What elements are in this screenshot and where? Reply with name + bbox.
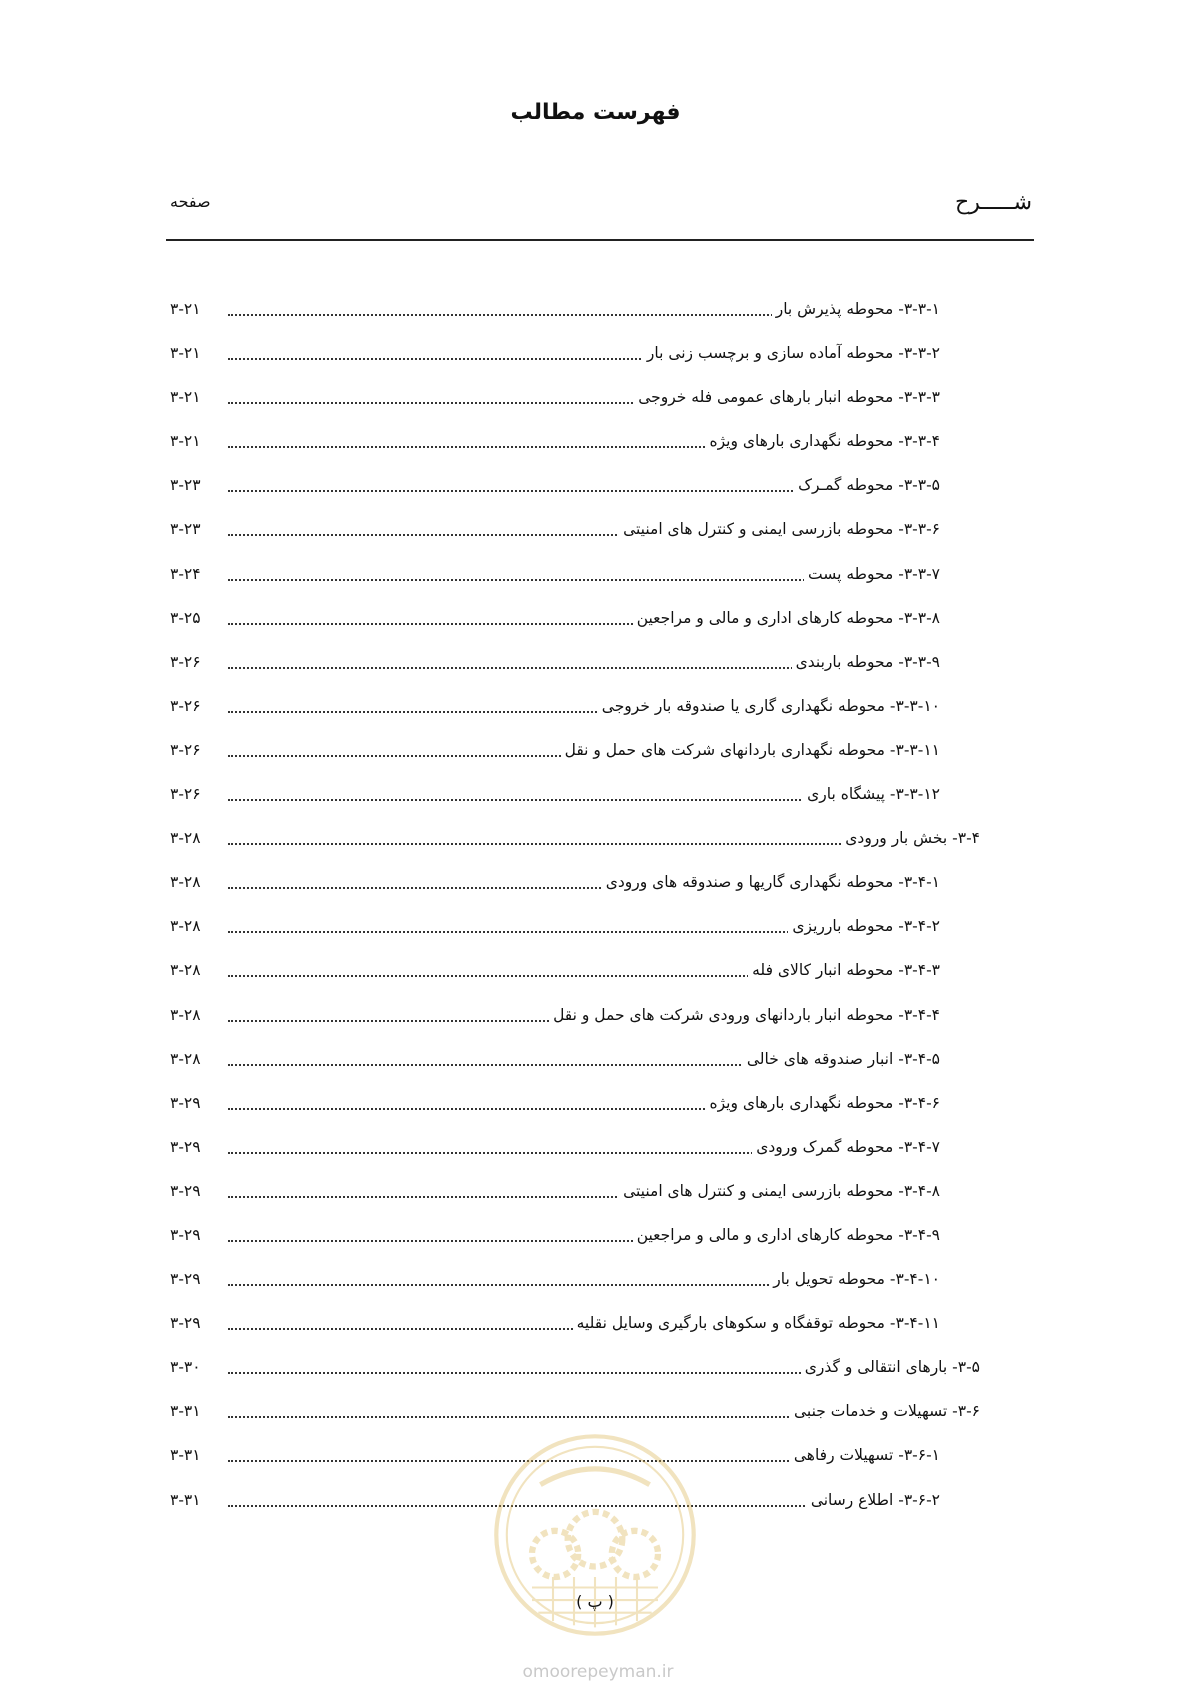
- toc-entry: [170, 829, 980, 873]
- toc-entry: [170, 785, 980, 829]
- toc-entry: [170, 300, 980, 344]
- toc-entry-label: ۳-۴- بخش بار ورودی: [841, 829, 980, 847]
- toc-entry: [170, 697, 980, 741]
- toc-entry: [170, 344, 980, 388]
- toc-entry-label: ۳-۴-۷- محوطه گمرک ورودی: [752, 1138, 940, 1156]
- footer-page-number: ( پ ): [576, 1592, 614, 1611]
- toc-page-number: ۳-۲۴: [170, 564, 201, 583]
- toc-page-number: ۳-۲۳: [170, 476, 201, 495]
- toc-entry: [170, 741, 980, 785]
- toc-page-number: ۳-۳۱: [170, 1402, 201, 1421]
- toc-page-number: ۳-۲۱: [170, 300, 201, 318]
- toc-page-number: ۳-۲۱: [170, 388, 201, 407]
- toc-entry-label: ۳-۳-۱۰- محوطه نگهداری گاری یا صندوقه بار خروجی: [598, 697, 940, 715]
- toc-entry-label: ۳-۳-۹- محوطه باربندی: [792, 653, 940, 671]
- toc-page-number: ۳-۲۶: [170, 696, 201, 715]
- toc-entry-label: ۳-۴-۸- محوطه بازرسی ایمنی و کنترل های امنیتی: [619, 1182, 940, 1200]
- toc-entry: [170, 961, 980, 1005]
- toc-entry-label: ۳-۴-۶- محوطه نگهداری بارهای ویژه: [705, 1094, 940, 1112]
- toc-page-number: ۳-۲۶: [170, 652, 201, 671]
- toc-page-number: ۳-۳۱: [170, 1446, 201, 1465]
- toc-entry: [170, 520, 980, 564]
- toc-entry-label: ۳-۴-۳- محوطه انبار کالای فله: [748, 961, 940, 979]
- toc-entry-label: ۳-۴-۲- محوطه بارریزی: [788, 917, 940, 935]
- toc-entry: [170, 1314, 980, 1358]
- toc-entry: [170, 1270, 980, 1314]
- toc-entry-label: ۳-۵- بارهای انتقالی و گذری: [801, 1358, 980, 1376]
- page-title: فهرست مطالب: [510, 100, 681, 125]
- toc-page-number: ۳-۲۸: [170, 1049, 201, 1068]
- toc-page-number: ۳-۲۹: [170, 1314, 201, 1333]
- toc-page-number: ۳-۲۹: [170, 1181, 201, 1200]
- toc-entry-label: ۳-۴-۴- محوطه انبار باردانهای ورودی شرکت های حمل و نقل: [549, 1006, 940, 1024]
- toc-entry-label: ۳-۳-۴- محوطه نگهداری بارهای ویژه: [705, 432, 940, 450]
- toc-entry-label: ۳-۳-۱۲- پیشگاه باری: [803, 785, 940, 803]
- toc-entry: [170, 1182, 980, 1226]
- toc-entry-label: ۳-۳-۱۱- محوطه نگهداری باردانهای شرکت های حمل و نقل: [561, 741, 940, 759]
- toc-entry: [170, 873, 980, 917]
- toc-entry: [170, 1094, 980, 1138]
- watermark-text: omoorepeyman.ir: [522, 1662, 674, 1682]
- toc-page-number: ۳-۳۰: [170, 1358, 201, 1377]
- header-rule: [166, 239, 1034, 241]
- toc-entry-label: ۳-۴-۱۰- محوطه تحویل بار: [769, 1270, 940, 1288]
- toc-entry-label: ۳-۳-۷- محوطه پست: [804, 565, 940, 583]
- toc-entry: [170, 388, 980, 432]
- toc-entry: [170, 1050, 980, 1094]
- toc-entry-label: ۳-۳-۵- محوطه گمـرک: [794, 476, 940, 494]
- toc-page-number: ۳-۲۹: [170, 1225, 201, 1244]
- toc-page-number: ۳-۲۱: [170, 344, 201, 363]
- toc-entry: [170, 565, 980, 609]
- toc-page-number: ۳-۲۵: [170, 608, 201, 627]
- toc-page-number: ۳-۲۱: [170, 432, 201, 451]
- toc-entry: [170, 1226, 980, 1270]
- toc-entry-label: ۳-۶- تسهیلات و خدمات جنبی: [790, 1402, 980, 1420]
- toc-entry: [170, 1358, 980, 1402]
- toc-page-number: ۳-۲۸: [170, 961, 201, 980]
- column-header-description: شـــــرح: [955, 190, 1032, 215]
- toc-entry: [170, 653, 980, 697]
- toc-entry-label: ۳-۳-۲- محوطه آماده سازی و برچسب زنی بار: [643, 344, 940, 362]
- toc-entry-label: ۳-۳-۸- محوطه کارهای اداری و مالی و مراجعین: [633, 609, 940, 627]
- toc-page-number: ۳-۲۶: [170, 785, 201, 804]
- toc-entry-label: ۳-۶-۲- اطلاع رسانی: [807, 1491, 940, 1509]
- column-header-page: صفحه: [170, 192, 211, 211]
- toc-entry-label: ۳-۴-۱۱- محوطه توقفگاه و سکوهای بارگیری وسایل نقلیه: [573, 1314, 940, 1332]
- toc-entry-label: ۳-۴-۹- محوطه کارهای اداری و مالی و مراجعین: [633, 1226, 940, 1244]
- toc-page-number: ۳-۲۶: [170, 740, 201, 759]
- toc-entry: [170, 917, 980, 961]
- toc-entry-label: ۳-۴-۱- محوطه نگهداری گاریها و صندوقه های ورودی: [602, 873, 940, 891]
- toc-page-number: ۳-۲۹: [170, 1270, 201, 1289]
- toc-page-number: ۳-۳۱: [170, 1490, 201, 1509]
- toc-page-number: ۳-۲۹: [170, 1093, 201, 1112]
- toc-entry-label: ۳-۶-۱- تسهیلات رفاهی: [790, 1446, 940, 1464]
- toc-entry: [170, 1006, 980, 1050]
- toc-entry: [170, 1138, 980, 1182]
- toc-entry-label: ۳-۳-۳- محوطه انبار بارهای عمومی فله خروجی: [634, 388, 940, 406]
- toc-entry: [170, 476, 980, 520]
- toc-page-number: ۳-۲۸: [170, 917, 201, 936]
- toc-page-number: ۳-۲۸: [170, 873, 201, 892]
- toc-entry: [170, 609, 980, 653]
- toc-entry-label: ۳-۳-۱- محوطه پذیرش بار: [772, 300, 940, 318]
- table-of-contents: [170, 300, 980, 1535]
- toc-page-number: ۳-۲۸: [170, 829, 201, 848]
- toc-entry-label: ۳-۴-۵- انبار صندوقه های خالی: [743, 1050, 940, 1068]
- toc-page-number: ۳-۲۳: [170, 520, 201, 539]
- toc-entry: [170, 432, 980, 476]
- toc-entry-label: ۳-۳-۶- محوطه بازرسی ایمنی و کنترل های امنیتی: [619, 520, 940, 538]
- toc-page-number: ۳-۲۹: [170, 1137, 201, 1156]
- toc-page-number: ۳-۲۸: [170, 1005, 201, 1024]
